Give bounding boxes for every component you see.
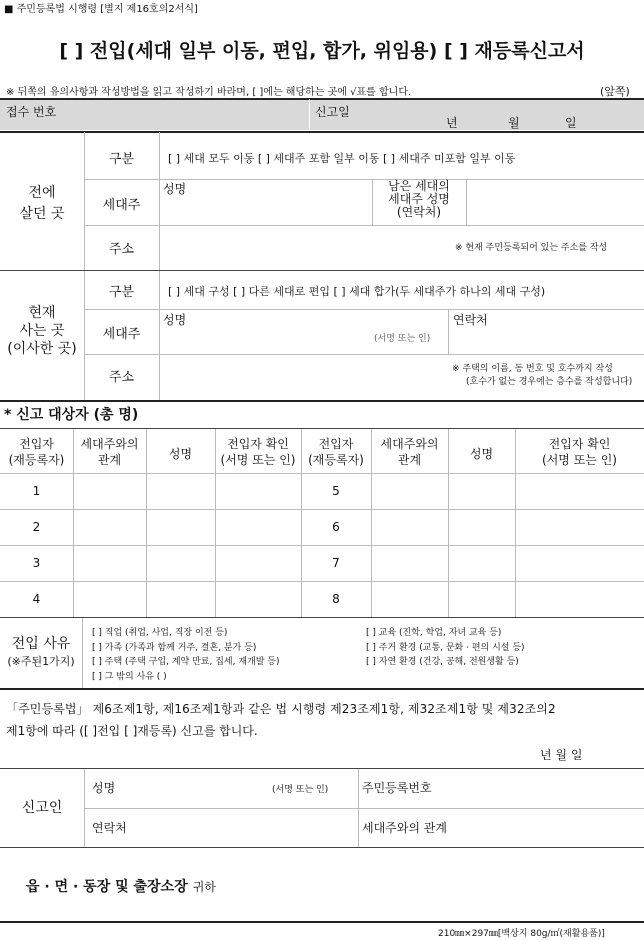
reason-option-family[interactable]: [ ] 가족 (가족과 함께 거주, 결혼, 분가 등) [92,642,257,653]
reason-label [0,636,82,670]
current-sign-hint: (서명 또는 인) [374,334,431,344]
divider [448,429,449,617]
rule [0,617,644,618]
current-address-note2: (호수가 없는 경우에는 층수를 작성합니다) [466,377,633,387]
table-row-number: 1 [32,484,41,498]
current-type-label: 구분 [108,285,135,300]
reason-option-education[interactable]: [ ] 교육 (진학, 학업, 자녀 교육 등) [366,628,502,638]
reporter-relation-label: 세대주와의 관계 [362,821,447,835]
addressee-suffix: 귀하 [192,880,216,894]
current-address-label: 주소 [108,370,135,385]
col-mover-header-right [301,436,371,468]
rule [0,509,644,510]
previous-head-name-label: 성명 [163,182,187,196]
divider [466,179,467,225]
current-contact-label: 연락처 [453,313,488,327]
table-row-number: 5 [332,484,340,498]
statement-line1: 「주민등록법」 제6조제1항, 제16조제1항과 같은 법 시행령 제23조제1항, 제32조제1항 및 제32조의2 [6,702,556,716]
col-name-header-right: 성명 [469,447,494,461]
divider [515,429,516,617]
col-name-header-left: 성명 [168,447,193,461]
col-mover-text1: 전입자 [318,437,354,451]
reporter-contact-label: 연락처 [92,821,127,835]
report-date-label: 신고일 [315,105,350,119]
current-residence-label [0,304,84,358]
table-row-number: 4 [32,592,41,606]
date-month: 월 [508,116,520,130]
col-confirm-text1: 전입자 확인 [227,437,289,451]
reason-options-right[interactable] [366,626,525,670]
reason-option-job[interactable]: [ ] 직업 (취업, 사업, 직장 이전 등) [92,628,228,638]
col-mover-header-left [0,436,73,468]
table-row-number: 7 [332,556,340,570]
divider [448,309,449,354]
form-reference: ■ 주민등록법 시행령 [별지 제16호의2서식] [4,4,198,15]
remaining-head-label [372,180,466,219]
addressee [26,876,216,896]
rule [0,688,644,690]
rule [0,131,644,133]
date-year: 년 [446,116,458,130]
reason-option-living-env[interactable]: [ ] 주거 환경 (교통, 문화 · 편의 시설 등) [366,642,525,653]
reporter-sign-hint: (서명 또는 인) [272,785,329,795]
col-relation-header-right [371,436,448,468]
divider [309,99,310,130]
rule [0,545,644,546]
table-row-number: 2 [32,520,41,534]
remaining-line2: 세대주 성명 [388,192,450,206]
divider [371,429,372,617]
rule [0,270,644,271]
date-day: 일 [565,116,577,130]
previous-address-note: ※ 현재 주민등록되어 있는 주소를 작성 [455,243,608,253]
form-title: [ ] 전입(세대 일부 이동, 편입, 합가, 위임용) [ ] 재등록신고서 [59,40,585,62]
col-confirm-text2: (서명 또는 인) [542,453,617,467]
col-mover-text1: 전입자 [19,437,54,451]
receipt-number-label: 접수 번호 [6,105,57,119]
current-address-note1: ※ 주택의 이름, 동 번호 및 호수까지 작성 [452,364,613,374]
col-mover-text2: (재등록자) [308,453,364,467]
reason-label-line2: (※주된1가지) [7,655,75,668]
current-head-name-label: 성명 [163,313,187,327]
previous-label-line2: 살던 곳 [19,206,65,222]
rule [84,808,644,809]
col-rel-text1: 세대주와의 [380,437,439,451]
rule [84,354,644,355]
previous-type-label: 구분 [108,152,135,167]
col-rel-text1: 세대주와의 [80,437,139,451]
col-confirm-text1: 전입자 확인 [548,437,611,451]
current-head-label: 세대주 [102,327,141,342]
col-confirm-header-left [215,436,301,468]
statement-line2: 제1항에 따라 ([ ]전입 [ ]재등록) 신고를 합니다. [6,724,258,738]
reason-options-left[interactable] [92,626,279,684]
divider [159,132,160,270]
reason-option-housing[interactable]: [ ] 주택 (주택 구입, 계약 만료, 집세, 재개발 등) [92,657,280,667]
reporter-rrn-label: 주민등록번호 [362,781,432,795]
reporter-name-label: 성명 [92,781,116,795]
rule [0,98,644,100]
previous-type-options[interactable]: [ ] 세대 모두 이동 [ ] 세대주 포함 일부 이동 [ ] 세대주 미포함 일부 이동 [168,152,516,165]
instruction-note: ※ 뒤쪽의 유의사항과 작성방법을 읽고 작성하기 바라며, [ ]에는 해당하는 곳에 √표를 합니다. [6,87,412,98]
rule [0,428,644,429]
targets-section-title: * 신고 대상자 (총 명) [4,407,139,423]
rule [0,400,644,402]
rule [0,768,644,769]
table-row-number: 8 [332,592,340,606]
reason-option-natural-env[interactable]: [ ] 자연 환경 (건강, 공해, 전원생활 등) [366,657,519,667]
remaining-line3: (연락처) [396,205,442,219]
rule [0,921,644,923]
col-confirm-header-right [515,436,644,468]
reporter-label: 신고인 [21,800,63,816]
divider [73,429,74,617]
reason-label-line1: 전입 사유 [11,636,71,652]
table-row-number: 6 [332,520,340,534]
previous-head-label: 세대주 [102,198,141,213]
rule [0,847,644,848]
previous-residence-label [0,183,84,225]
divider [146,429,147,617]
current-label-line3: (이사한 곳) [7,341,77,357]
statement-date: 년 월 일 [540,748,583,762]
page-side-label: (앞쪽) [600,85,630,98]
remaining-line1: 남은 세대의 [388,179,450,193]
rule [84,225,644,226]
col-confirm-text2: (서명 또는 인) [220,453,296,467]
previous-label-line1: 전에 [28,185,56,201]
divider [159,271,160,400]
table-row-number: 3 [32,556,41,570]
paper-spec: 210㎜×297㎜[백상지 80g/㎡(재활용품)] [438,929,605,939]
previous-address-label: 주소 [108,242,135,257]
col-mover-text2: (재등록자) [8,453,65,467]
rule [0,581,644,582]
divider [215,429,216,617]
col-rel-text2: 관계 [397,453,422,467]
current-label-line2: 사는 곳 [19,323,65,339]
rule [84,309,644,310]
rule [0,473,644,474]
divider [82,618,83,688]
current-label-line1: 현재 [28,305,56,321]
col-relation-header-left [73,436,146,468]
col-rel-text2: 관계 [97,453,122,467]
reason-option-other[interactable]: [ ] 그 밖의 사유 ( ) [92,671,167,682]
addressee-main: 읍 · 면 · 동장 및 출장소장 [26,879,188,895]
current-type-options[interactable]: [ ] 세대 구성 [ ] 다른 세대로 편입 [ ] 세대 합가(두 세대주가 하나의 세대 구성) [168,285,546,298]
